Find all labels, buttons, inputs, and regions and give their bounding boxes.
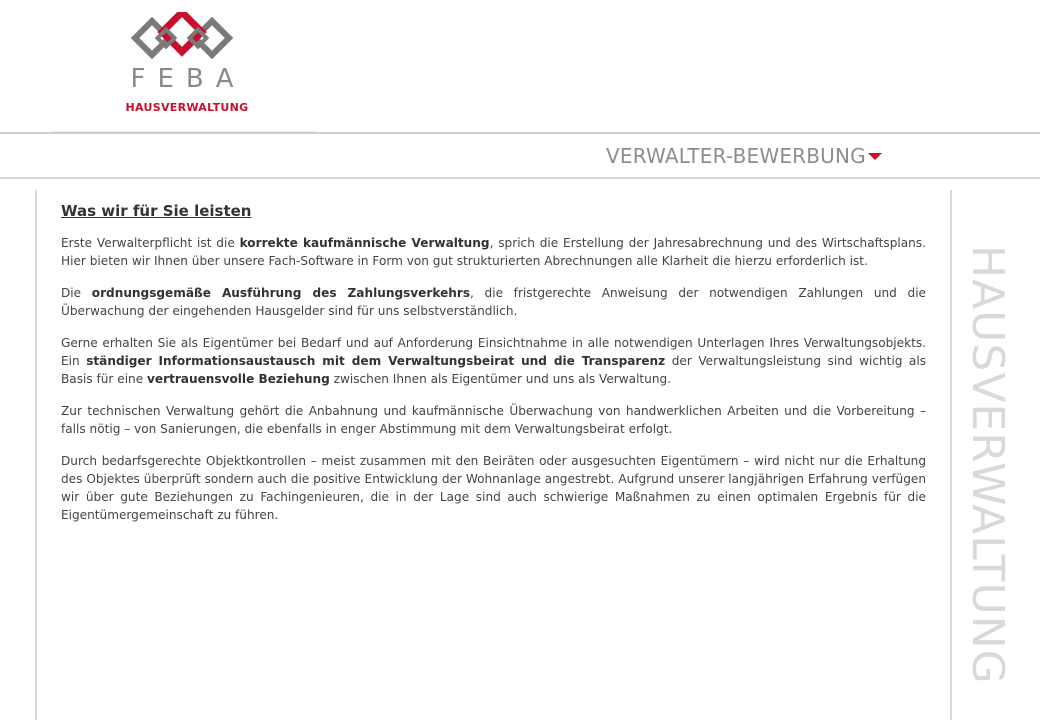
paragraph-technische-verwaltung: Zur technischen Verwaltung gehört die Anbahnung und kaufmännische Überwachung von handwerklichen Arbeiten und die Vorbereitung – falls nötig – von Sanierungen, die ebenfalls in enger Abstimmung mit dem Verwaltungsbeirat erfolgt. bbox=[61, 404, 926, 436]
text-span: Gerne erhalten Sie als Eigentümer bei Bedarf und auf Anforderung Einsichtnahme in alle notwendigen Unterlagen Ihres Verwaltungsobjekts. Ein bbox=[61, 336, 926, 368]
logo-brand-name: FEBA bbox=[130, 64, 246, 94]
paragraph-objektkontrollen: Durch bedarfsgerechte Objektkontrollen – meist zusammen mit den Beiräten oder ausgesuchten Eigentümern – wird nicht nur die Erhaltung des Objektes überprüft sondern auch die positive Entwicklung der Wohnanlage angestrebt. Aufgrund unserer langjährigen Erfahrung verfügen wir über gute Beziehungen zu Fachingenieuren, die in der Lage sind auch schwierige Maßnahmen zu einen optimalen Ergebnis für die Eigentümergemeinschaft zu führen. bbox=[61, 454, 926, 522]
feba-logo[interactable] bbox=[112, 12, 262, 122]
nav-verwalter-bewerbung[interactable] bbox=[606, 144, 882, 168]
content-border-left bbox=[35, 190, 37, 720]
text-span: der Verwaltungsleistung sind wichtig als Basis für eine bbox=[61, 354, 927, 386]
text-span: Erste Verwalterpflicht ist die bbox=[61, 236, 240, 250]
text-span: Die bbox=[61, 286, 92, 300]
paragraph-zahlungsverkehr bbox=[61, 284, 926, 320]
text-span: , sprich die Erstellung der Jahresabrechnung und des Wirtschaftsplans. Hier bieten wir Ihnen über unsere Fach-Software in Form von gut strukturierten Abrechnungen alle Klarheit die hierzu erforderlich ist. bbox=[61, 236, 926, 268]
logo-subtitle: HAUSVERWALTUNG bbox=[125, 101, 249, 114]
emphasis-text: vertrauensvolle Beziehung bbox=[147, 372, 330, 386]
caret-down-icon bbox=[868, 153, 882, 160]
page-heading: Was wir für Sie leisten bbox=[61, 202, 252, 220]
main-content bbox=[61, 202, 926, 538]
paragraph-kaufmaennisch bbox=[61, 234, 926, 270]
nav-divider bbox=[0, 177, 1040, 179]
feba-logo-mark-icon bbox=[130, 12, 234, 64]
nav-link-label: VERWALTER-BEWERBUNG bbox=[606, 144, 866, 168]
emphasis-text: ordnungsgemäße Ausführung des Zahlungsverkehrs bbox=[91, 286, 471, 300]
emphasis-text: korrekte kaufmännische Verwaltung bbox=[239, 236, 490, 250]
side-watermark-text: HAUSVERWALTUNG bbox=[962, 245, 1013, 685]
text-span: , die fristgerechte Anweisung der notwendigen Zahlungen und die Überwachung der eingehenden Hausgelder sind für uns selbstverständlich. bbox=[61, 286, 926, 318]
emphasis-text: ständiger Informationsaustausch mit dem Verwaltungsbeirat und die Transparenz bbox=[86, 354, 666, 368]
header-divider bbox=[0, 132, 1040, 134]
paragraph-transparenz bbox=[61, 334, 926, 388]
content-border-right bbox=[950, 190, 952, 720]
text-span: zwischen Ihnen als Eigentümer und uns als Verwaltung. bbox=[329, 372, 672, 386]
